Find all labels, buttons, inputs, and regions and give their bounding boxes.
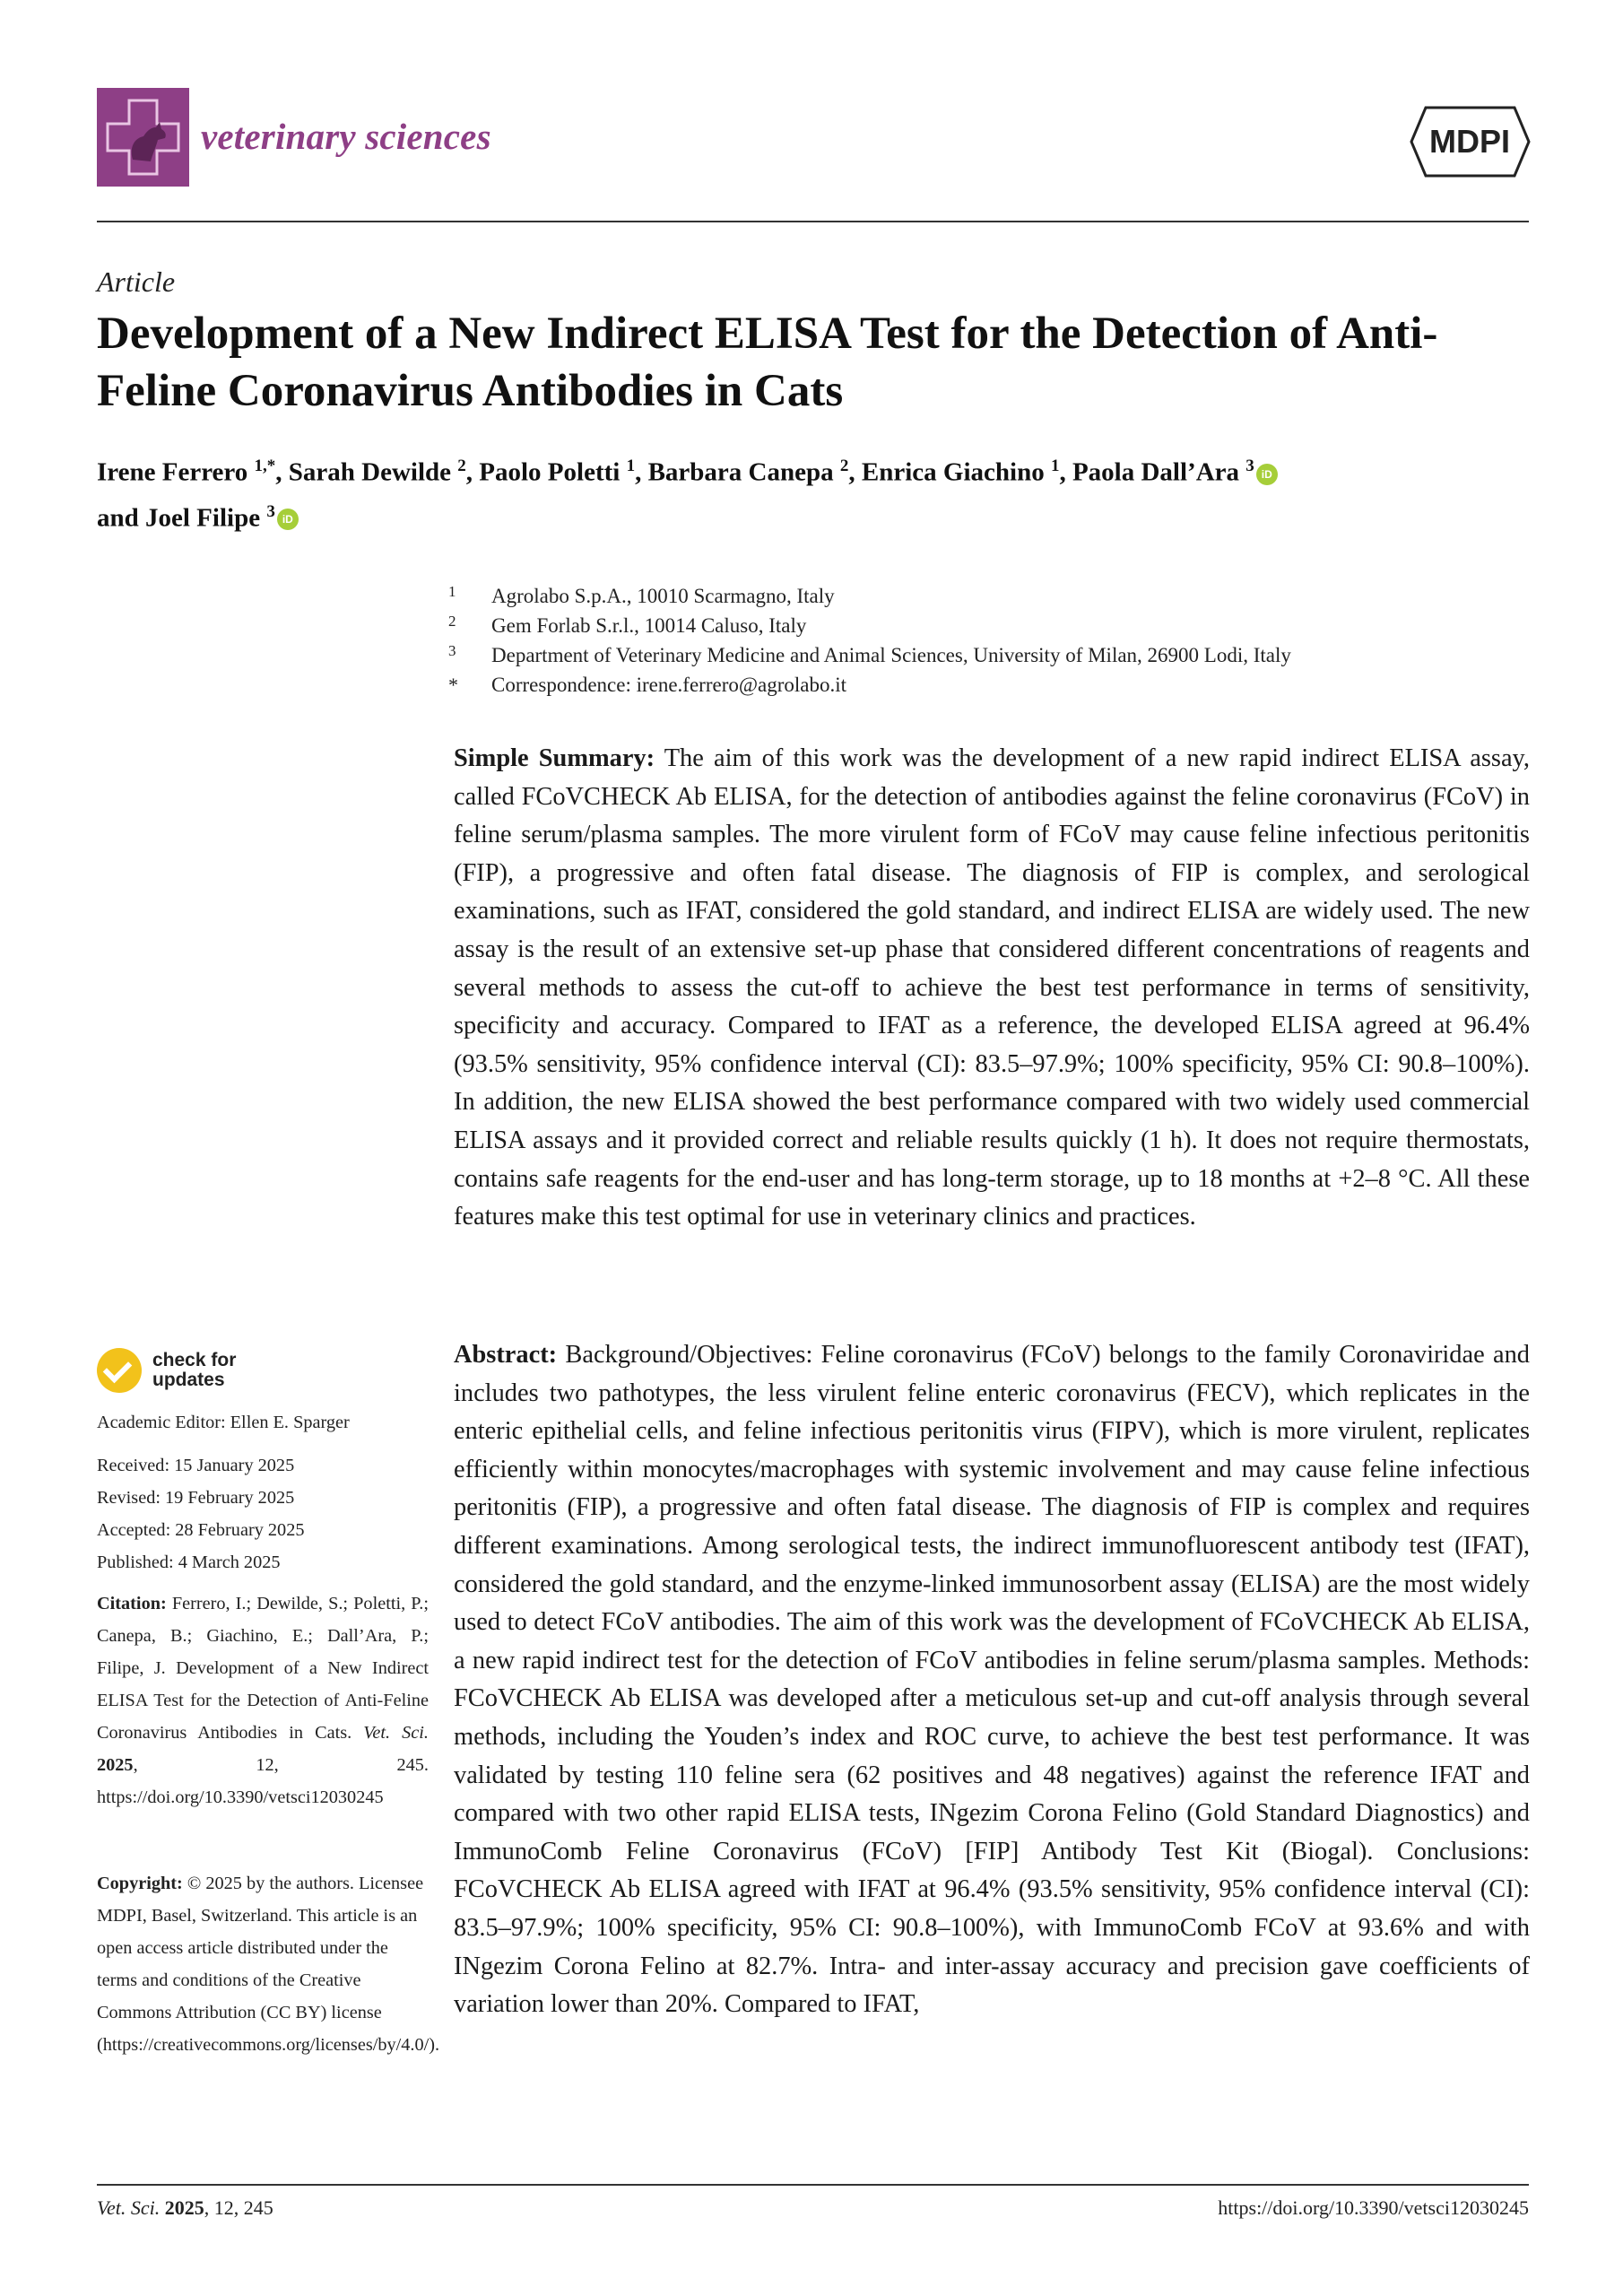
check-for-updates-button[interactable] [97,1348,236,1393]
copyright-label: Copyright: [97,1874,183,1893]
check-updates-line2: updates [152,1370,225,1390]
citation-doi[interactable]: , 12, 245. https://doi.org/10.3390/vetsci12030245 [97,1755,429,1807]
citation-journal: Vet. Sci. [363,1723,429,1743]
published-date: Published: 4 March 2025 [97,1552,281,1572]
affiliation-text: Agrolabo S.p.A., 10010 Scarmagno, Italy [491,585,835,607]
author-affiliation-marker: 1 [626,457,636,475]
affiliation-text: Gem Forlab S.r.l., 10014 Caluso, Italy [491,614,807,637]
author-affiliation-marker: 2 [457,457,466,475]
article-title: Development of a New Indirect ELISA Test for the Detection of Anti-Feline Coronavirus Antibodies in Cats [97,309,1438,416]
mdpi-hexagon-icon [1410,106,1531,178]
mdpi-logo [1410,106,1531,182]
correspondence-text[interactable]: Correspondence: irene.ferrero@agrolabo.it [491,674,847,696]
cross-dog-icon [97,88,189,187]
received-date: Received: 15 January 2025 [97,1456,295,1475]
copyright [97,1867,440,2061]
footer-divider [97,2184,1529,2186]
simple-summary [454,740,1530,1237]
journal-name: veterinary sciences [201,116,491,157]
affiliation-row [448,611,1524,640]
footer-journal: Vet. Sci. [97,2196,161,2219]
author-name[interactable]: Sarah Dewilde [288,457,452,487]
orcid-icon[interactable]: iD [1256,464,1278,485]
check-updates-line1: check for [152,1350,237,1370]
footer-volume-page: , 12, 245 [204,2196,273,2219]
academic-editor: Academic Editor: Ellen E. Sparger [97,1413,350,1432]
author-name[interactable]: Irene Ferrero [97,457,248,487]
author-line-2 [97,492,1532,538]
header-divider [97,221,1529,222]
author-list [97,447,1532,537]
author-line-1: Irene Ferrero $^{1,*}$, Sarah Dewilde $^2$, Paolo Poletti $^1$, Barbara Canepa $^2$, Enrica Giachino $^1$, Paola Dall’Ara $^3$ iD [97,447,1532,492]
orcid-icon[interactable]: iD [277,509,299,530]
affiliation-row [448,581,1524,611]
author-name[interactable]: Paola Dall’Ara [1072,457,1240,487]
abstract-text: Background/Objectives: Feline coronavirus (FCoV) belongs to the family Coronaviridae and includes two pathotypes, the less virulent feline enteric coronavirus (FECV), which replicates in the enteric epithelial cells, and feline infectious peritonitis virus (FIPV), which is more virulent, replicates efficiently within monocytes/macrophages with systemic involvement and may cause feline infectious peritonitis (FIP), a progressive and often fatal disease. The diagnosis of FIP is complex and requires different examinations. Among serological tests, the indirect immunofluorescent antibody test (IFAT), considered the gold standard, and the enzyme-linked immunosorbent assay (ELISA) are the most widely used to detect FCoV antibodies. The aim of this work was the development of FCoVCHECK Ab ELISA, a new rapid indirect test for the detection of FCoV antibodies in feline serum/plasma samples. Methods: FCoVCHECK Ab ELISA was developed after a meticulous set-up and cut-off analysis through several methods, including the Youden’s index and ROC curve, to achieve the best test performance. It was validated by testing 110 feline sera (62 positives and 48 negatives) against the reference IFAT and compared with two other rapid ELISA tests, INgezim Corona Felino (Gold Standard Diagnostics) and ImmunoComb Feline Coronavirus (FCoV) [FIP] Antibody Test Kit (Biogal). Conclusions: FCoVCHECK Ab ELISA agreed with IFAT at 96.4% (93.5% sensitivity, 95% confidence interval (CI): 83.5–97.9%; 100% specificity, 95% CI: 90.8–100%), with ImmunoComb FCoV at 93.6% and with INgezim Corona Felino at 82.7%. Intra- and inter-assay accuracy and precision gave coefficients of variation lower than 20%. Compared to IFAT, [454,1341,1530,2019]
citation [97,1587,429,1813]
simple-summary-text: The aim of this work was the development of a new rapid indirect ELISA assay, called FCoVCHECK Ab ELISA, for the detection of antibodies against the feline coronavirus (FCoV) in feline serum/plasma samples. The more virulent form of FCoV may cause feline infectious peritonitis (FIP), a progressive and often fatal disease. The diagnosis of FIP is complex, and serological examinations, such as IFAT, considered the gold standard, and indirect ELISA are widely used. The new assay is the result of an extensive set-up phase that considered different concentrations of reagents and several methods to assess the cut-off to achieve the best test performance in terms of sensitivity, specificity and accuracy. Compared to IFAT as a reference, the developed ELISA agreed at 96.4% (93.5% sensitivity, 95% confidence interval (CI): 83.5–97.9%; 100% specificity, 95% CI: 90.8–100%). In addition, the new ELISA showed the best performance compared with two widely used commercial ELISA assays and it provided correct and reliable results quickly (1 h). It does not require thermostats, contains safe reagents for the end-user and has long-term storage, up to 18 months at +2–8 °C. All these features make this test optimal for use in veterinary clinics and practices. [454,744,1530,1231]
footer-doi-link[interactable]: https://doi.org/10.3390/vetsci12030245 [1218,2196,1529,2219]
journal-logo [97,88,189,187]
author-affiliation-marker: 1 [1050,457,1060,475]
footer-year: 2025 [164,2196,204,2219]
publication-dates [97,1449,429,1578]
citation-text: Ferrero, I.; Dewilde, S.; Poletti, P.; Canepa, B.; Giachino, E.; Dall’Ara, P.; Filipe, J. Development of a New Indirect ELISA Test for the Detection of Anti-Feline Coronavirus Antibodies in Cats. [97,1594,429,1743]
abstract-label: Abstract: [454,1341,558,1369]
affiliation-marker: 2 [448,613,456,630]
author-name[interactable]: Barbara Canepa [647,457,834,487]
author-affiliation-marker: 2 [839,457,849,475]
revised-date: Revised: 19 February 2025 [97,1488,295,1508]
author-affiliation-marker: 3 [266,501,275,521]
abstract [454,1336,1530,2024]
affiliation-marker: 3 [448,642,456,659]
accepted-date: Accepted: 28 February 2025 [97,1520,305,1540]
affiliation-marker: 1 [448,583,456,600]
author-name[interactable]: Enrica Giachino [861,457,1045,487]
citation-year: 2025 [97,1755,134,1775]
affiliation-text: Department of Veterinary Medicine and Animal Sciences, University of Milan, 26900 Lodi, Italy [491,644,1291,666]
copyright-text: © 2025 by the authors. Licensee MDPI, Basel, Switzerland. This article is an open access article distributed under the terms and conditions of the Creative Commons Attribution (CC BY) license (https://creativecommons.org/licenses/by/4.0/). [97,1874,440,2055]
simple-summary-label: Simple Summary: [454,744,655,772]
publisher-name: MDPI [1429,123,1510,160]
author-name[interactable]: Paolo Poletti [479,457,621,487]
affiliation-row [448,640,1524,670]
article-type: Article [97,265,176,298]
affiliations [448,581,1524,700]
correspondence-row [448,670,1524,700]
author-affiliation-marker: 1,* [254,457,276,475]
author-name[interactable]: and Joel Filipe [97,503,261,533]
citation-label: Citation: [97,1594,167,1613]
author-affiliation-marker: 3 [1245,457,1254,475]
affiliation-marker: * [448,674,458,696]
footer-citation [97,2196,273,2220]
checkmark-icon [97,1348,142,1393]
